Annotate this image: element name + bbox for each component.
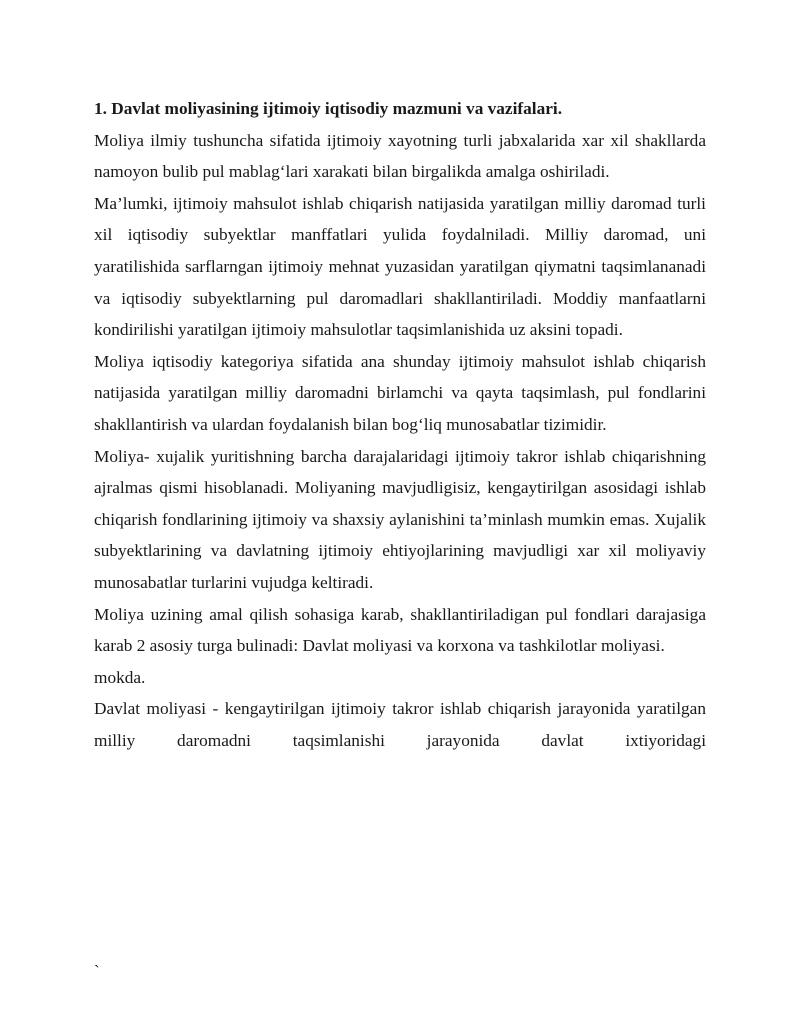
paragraph-7: Davlat moliyasi - kengaytirilgan ijtimoiy takror ishlab chiqarish jarayonida yaratilgan milliy daromadni taqsimlanishi jarayonida davlat ixtiyoridagi	[94, 699, 706, 750]
section-heading: 1. Davlat moliyasining ijtimoiy iqtisodiy mazmuni va vazifalari.	[94, 99, 563, 118]
paragraph-2: Ma’lumki, ijtimoiy mahsulot ishlab chiqarish natijasida yaratilgan milliy daromad turli xil iqtisodiy subyektlar manffatlari yulida foydalniladi. Milliy daromad, uni yaratilishida sarflarngan ijtimoiy mehnat yuzasidan yaratilgan qiymatni taqsimlananadi va iqtisodiy subyektlarning pul daromadlari shakllantiriladi. Moddiy manfaatlarni kondirilishi yaratilgan ijtimoiy mahsulotlar taqsimlanishida uz aksini topadi.	[94, 193, 706, 340]
document-page	[94, 93, 706, 756]
paragraph-4: Moliya- xujalik yuritishning barcha darajalaridagi ijtimoiy takror ishlab chiqarishning ajralmas qismi hisoblanadi. Moliyaning mavjudligisiz, kengaytirilgan asosidagi ishlab chiqarish fondlarining ijtimoiy va shaxsiy aylanishini ta’minlash mumkin emas. Xujalik subyektlarining va davlatning ijtimoiy ehtiyojlarining mavjudligi xar xil moliyaviy munosabatlar turlarini vujudga keltiradi.	[94, 446, 706, 592]
paragraph-6: mokda.	[94, 667, 146, 687]
paragraph-5: Moliya uzining amal qilish sohasiga karab, shakllantiriladigan pul fondlari darajasiga karab 2 asosiy turga bulinadi: Davlat moliyasi va korxona va tashkilotlar moliyasi.	[94, 604, 706, 656]
paragraph-3: Moliya iqtisodiy kategoriya sifatida ana shunday ijtimoiy mahsulot ishlab chiqarish natijasida yaratilgan milliy daromadni birlamchi va qayta taqsimlash, pul fondlarini shakllantirish va ulardan foydalanish bilan bog‘liq munosabatlar tizimidir.	[94, 351, 706, 434]
paragraph-1: Moliya ilmiy tushuncha sifatida ijtimoiy xayotning turli jabxalarida xar xil shakllarda namoyon bulib pul mablag‘lari xarakati bilan birgalikda amalga oshiriladi.	[94, 130, 706, 182]
footer-mark: `	[94, 962, 100, 981]
